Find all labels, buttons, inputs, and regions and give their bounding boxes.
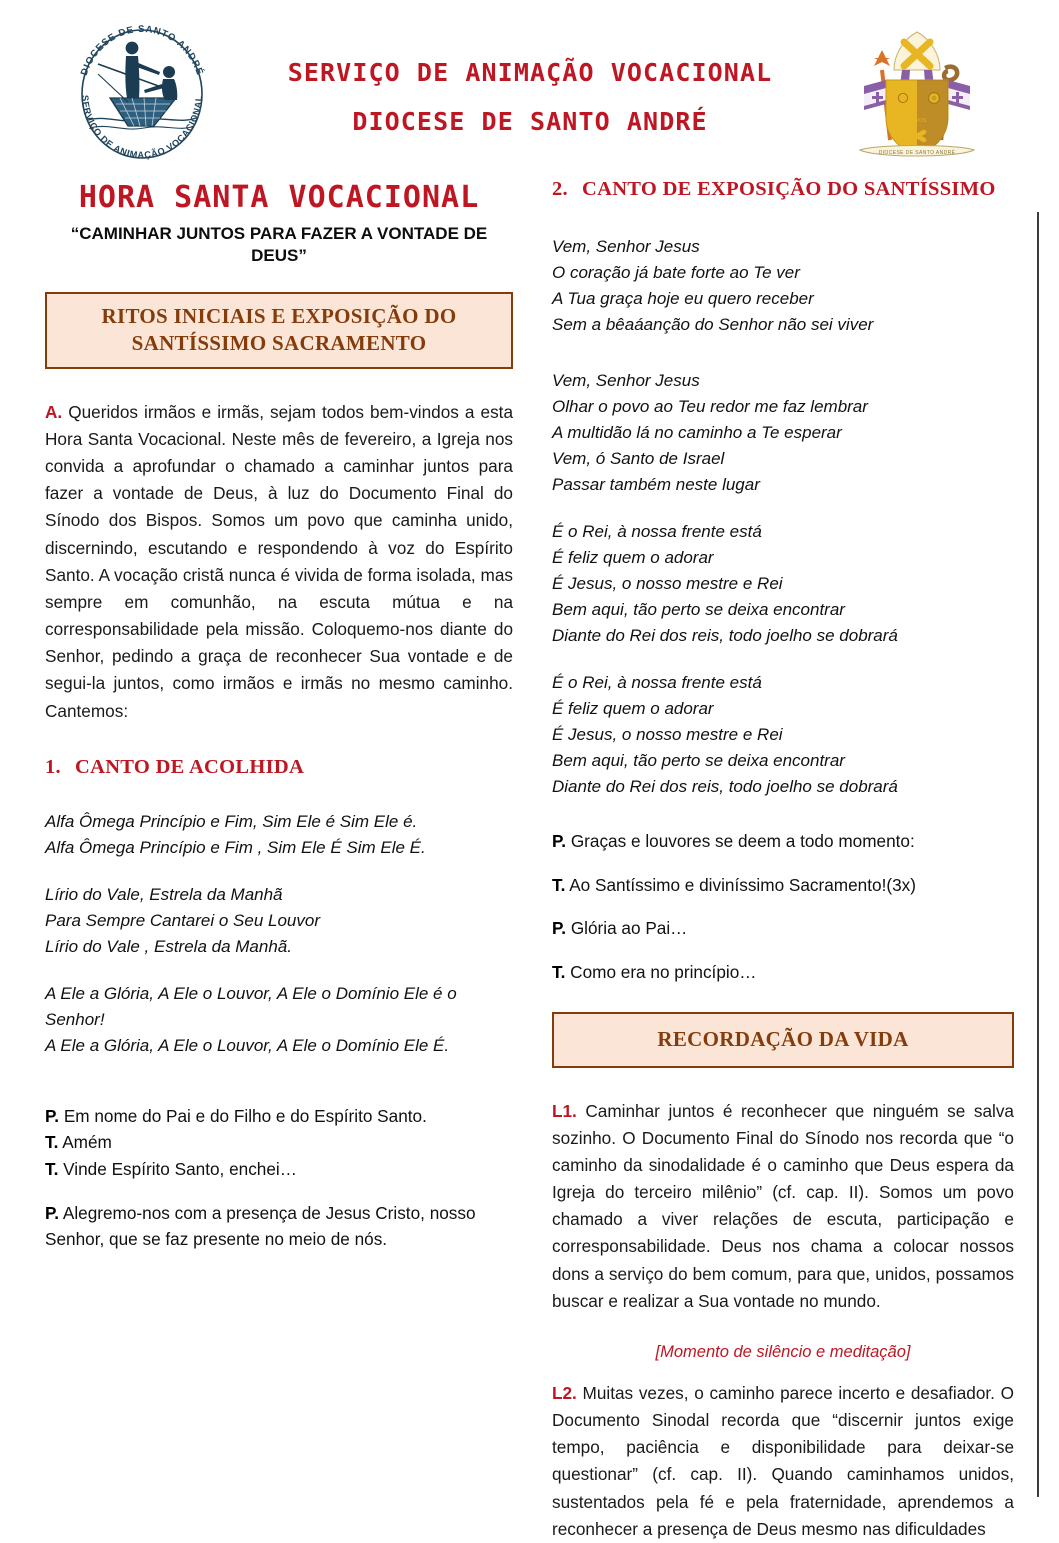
masthead-line-1: SERVIÇO DE ANIMAÇÃO VOCACIONAL	[287, 58, 773, 87]
silence-note: [Momento de silêncio e meditação]	[655, 1342, 911, 1361]
song-2-heading	[552, 178, 1014, 201]
speaker-label: A.	[45, 401, 63, 422]
lyric-line: Vem, Senhor Jesus	[552, 371, 700, 390]
dialogue-line	[552, 828, 1014, 855]
page-subtitle: “CAMINHAR JUNTOS PARA FAZER A VONTADE DE DEUS”	[70, 224, 488, 265]
song-2-number: 2.	[552, 178, 568, 200]
lyric-line: Para Sempre Cantarei o Seu Louvor	[45, 910, 320, 930]
speaker-label: P.	[552, 918, 567, 939]
dialogue-text: Amém	[62, 1132, 112, 1153]
right-dialogue	[552, 828, 1014, 986]
dialogue-text: Como era no princípio…	[570, 961, 757, 982]
lyric-line: Bem aqui, tão perto se deixa encontrar	[552, 600, 845, 619]
lyric-line: É feliz quem o adorar	[552, 548, 714, 567]
song-2-stanza	[552, 519, 1014, 649]
dialogue-line	[45, 1200, 513, 1253]
dialogue-text: Graças e louvores se deem a todo momento:	[570, 831, 915, 851]
song-1-number: 1.	[45, 755, 61, 778]
masthead	[0, 0, 1059, 172]
diocese-seal-icon	[68, 16, 216, 166]
song-1-stanza	[45, 809, 513, 861]
dialogue-text: Alegremo-nos com a presença de Jesus Cristo, nosso Senhor, que se faz presente no meio de nós.	[45, 1202, 476, 1250]
song-2-stanza	[552, 670, 1014, 800]
dialogue-line	[552, 915, 1014, 942]
speaker-label: P.	[552, 831, 567, 851]
left-column	[45, 176, 513, 1253]
lyric-line: Diante do Rei dos reis, todo joelho se dobrará	[552, 777, 898, 796]
speaker-label: T.	[552, 874, 566, 895]
opening-paragraph-text: Queridos irmãos e irmãs, sejam todos bem-vindos a esta Hora Santa Vocacional. Neste mês de fevereiro, a Igreja nos convida a aprofundar o chamado a caminhar juntos para fazer a vontade de Deus, à luz do Documento Final do Sínodo dos Bispos. Somos um povo que caminha unido, discernindo, escutando e respondendo à voz do Espírito Santo. A vocação cristã nunca é vivida de forma isolada, mas sempre em comunhão, na escuta mútua e na corresponsabilidade pela missão. Coloquemo-nos diante do Senhor, pedindo a graça de reconhecer Sua vontade e de segui-la juntos, como irmãos e irmãs no mesmo caminho. Cantemos:	[45, 401, 513, 721]
lyric-line: Olhar o povo ao Teu redor me faz lembrar	[552, 397, 868, 416]
dialogue-line	[45, 1103, 513, 1130]
lyric-line: Alfa Ômega Princípio e Fim , Sim Ele É Sim Ele É.	[45, 837, 426, 857]
lyric-line: É o Rei, à nossa frente está	[552, 673, 762, 692]
dialogue-text: Ao Santíssimo e diviníssimo Sacramento!(3x)	[569, 874, 916, 895]
l1-paragraph	[552, 1098, 1014, 1315]
lyric-line: É feliz quem o adorar	[552, 699, 714, 718]
dialogue-line	[552, 872, 1014, 899]
page-title: HORA SANTA VOCACIONAL	[78, 180, 480, 215]
dialogue-line	[45, 1129, 513, 1156]
song-1-stanza	[45, 882, 513, 960]
speaker-label: P.	[45, 1105, 60, 1126]
page-right-rule	[1037, 212, 1039, 1497]
lyric-line: Alfa Ômega Princípio e Fim, Sim Ele é Sim Ele é.	[45, 811, 418, 831]
left-dialogue	[45, 1103, 513, 1253]
lyric-line: Bem aqui, tão perto se deixa encontrar	[552, 751, 845, 770]
coat-of-arms-icon	[846, 22, 988, 174]
opening-paragraph	[45, 399, 513, 725]
seal-ring-bottom-text: SERVIÇO DE ANIMAÇÃO VOCACIONAL	[79, 94, 205, 161]
lyric-line: A Tua graça hoje eu quero receber	[552, 289, 814, 308]
lyric-line: Sem a bêaáanção do Senhor não sei viver	[552, 315, 874, 334]
dialogue-line	[552, 959, 1014, 986]
song-2-stanza	[552, 234, 1014, 338]
lyric-line: Lírio do Vale, Estrela da Manhã	[45, 884, 283, 904]
lyric-line: A Ele a Glória, A Ele o Louvor, A Ele o Domínio Ele É.	[45, 1035, 450, 1055]
lyric-line: A Ele a Glória, A Ele o Louvor, A Ele o Domínio Ele é o Senhor!	[45, 983, 457, 1029]
l1-paragraph-text: Caminhar juntos é reconhecer que ninguém se salva sozinho. O Documento Final do Sínodo nos recorda que “o caminho da sinodalidade é o caminho que Deus espera da Igreja do terceiro milênio” (cf. cap. II). Somos um povo chamado a viver relações de escuta, participação e corresponsabilidade. Deus nos chama a colocar nossos dons a serviço do bem comum, para que, unidos, possamos buscar e realizar a Sua vontade no mundo.	[552, 1100, 1014, 1311]
l2-paragraph	[552, 1380, 1014, 1543]
song-1-title: CANTO DE ACOLHIDA	[74, 755, 305, 778]
song-1-stanza	[45, 981, 513, 1059]
speaker-label: L1.	[552, 1100, 577, 1121]
seal-ring-top-text: DIOCESE DE SANTO ANDRÉ	[78, 24, 206, 77]
speaker-label: P.	[45, 1202, 60, 1223]
masthead-line-2: DIOCESE DE SANTO ANDRÉ	[352, 107, 708, 136]
l2-paragraph-text: Muitas vezes, o caminho parece incerto e desafiador. O Documento Sinodal recorda que “discernir juntos exige tempo, paciência e disponibilidade para deixar-se questionar” (cf. cap. II). Quando caminhamos unidos, sustentados pela fé e pela fraternidade, aprendemos a reconhecer a presença de Deus mesmo nas dificuldades	[552, 1382, 1014, 1539]
coat-of-arms-scroll-text: DIOCESE DE SANTO ANDRÉ	[878, 150, 956, 156]
section-banner-recordacao-da-vida: RECORDAÇÃO DA VIDA	[552, 1012, 1014, 1068]
song-2-title: CANTO DE EXPOSIÇÃO DO SANTÍSSIMO	[581, 178, 996, 200]
dialogue-text: Em nome do Pai e do Filho e do Espírito Santo.	[63, 1105, 427, 1126]
right-column	[552, 176, 1014, 1543]
dialogue-line	[45, 1156, 513, 1183]
song-1-heading	[45, 756, 513, 779]
svg-text:ET VOS: ET VOS	[907, 118, 927, 124]
lyric-line: É Jesus, o nosso mestre e Rei	[552, 574, 783, 593]
song-2-stanza	[552, 368, 1014, 498]
speaker-label: T.	[45, 1159, 59, 1180]
lyric-line: Lírio do Vale , Estrela da Manhã.	[45, 936, 292, 956]
section-banner-ritos-iniciais: RITOS INICIAIS E EXPOSIÇÃO DO SANTÍSSIMO SACRAMENTO	[45, 292, 513, 369]
lyric-line: A multidão lá no caminho a Te esperar	[552, 423, 842, 442]
speaker-label: L2.	[552, 1382, 577, 1403]
lyric-line: Vem, ó Santo de Israel	[552, 449, 725, 468]
masthead-titles	[230, 60, 830, 134]
lyric-line: Vem, Senhor Jesus	[552, 237, 700, 256]
dialogue-text: Vinde Espírito Santo, enchei…	[63, 1159, 297, 1180]
lyric-line: É Jesus, o nosso mestre e Rei	[552, 725, 783, 744]
lyric-line: Passar também neste lugar	[552, 475, 760, 494]
lyric-line: O coração já bate forte ao Te ver	[552, 263, 800, 282]
lyric-line: Diante do Rei dos reis, todo joelho se dobrará	[552, 626, 898, 645]
dialogue-text: Glória ao Pai…	[570, 918, 688, 939]
speaker-label: T.	[45, 1132, 59, 1153]
lyric-line: É o Rei, à nossa frente está	[552, 522, 762, 541]
speaker-label: T.	[552, 961, 566, 982]
